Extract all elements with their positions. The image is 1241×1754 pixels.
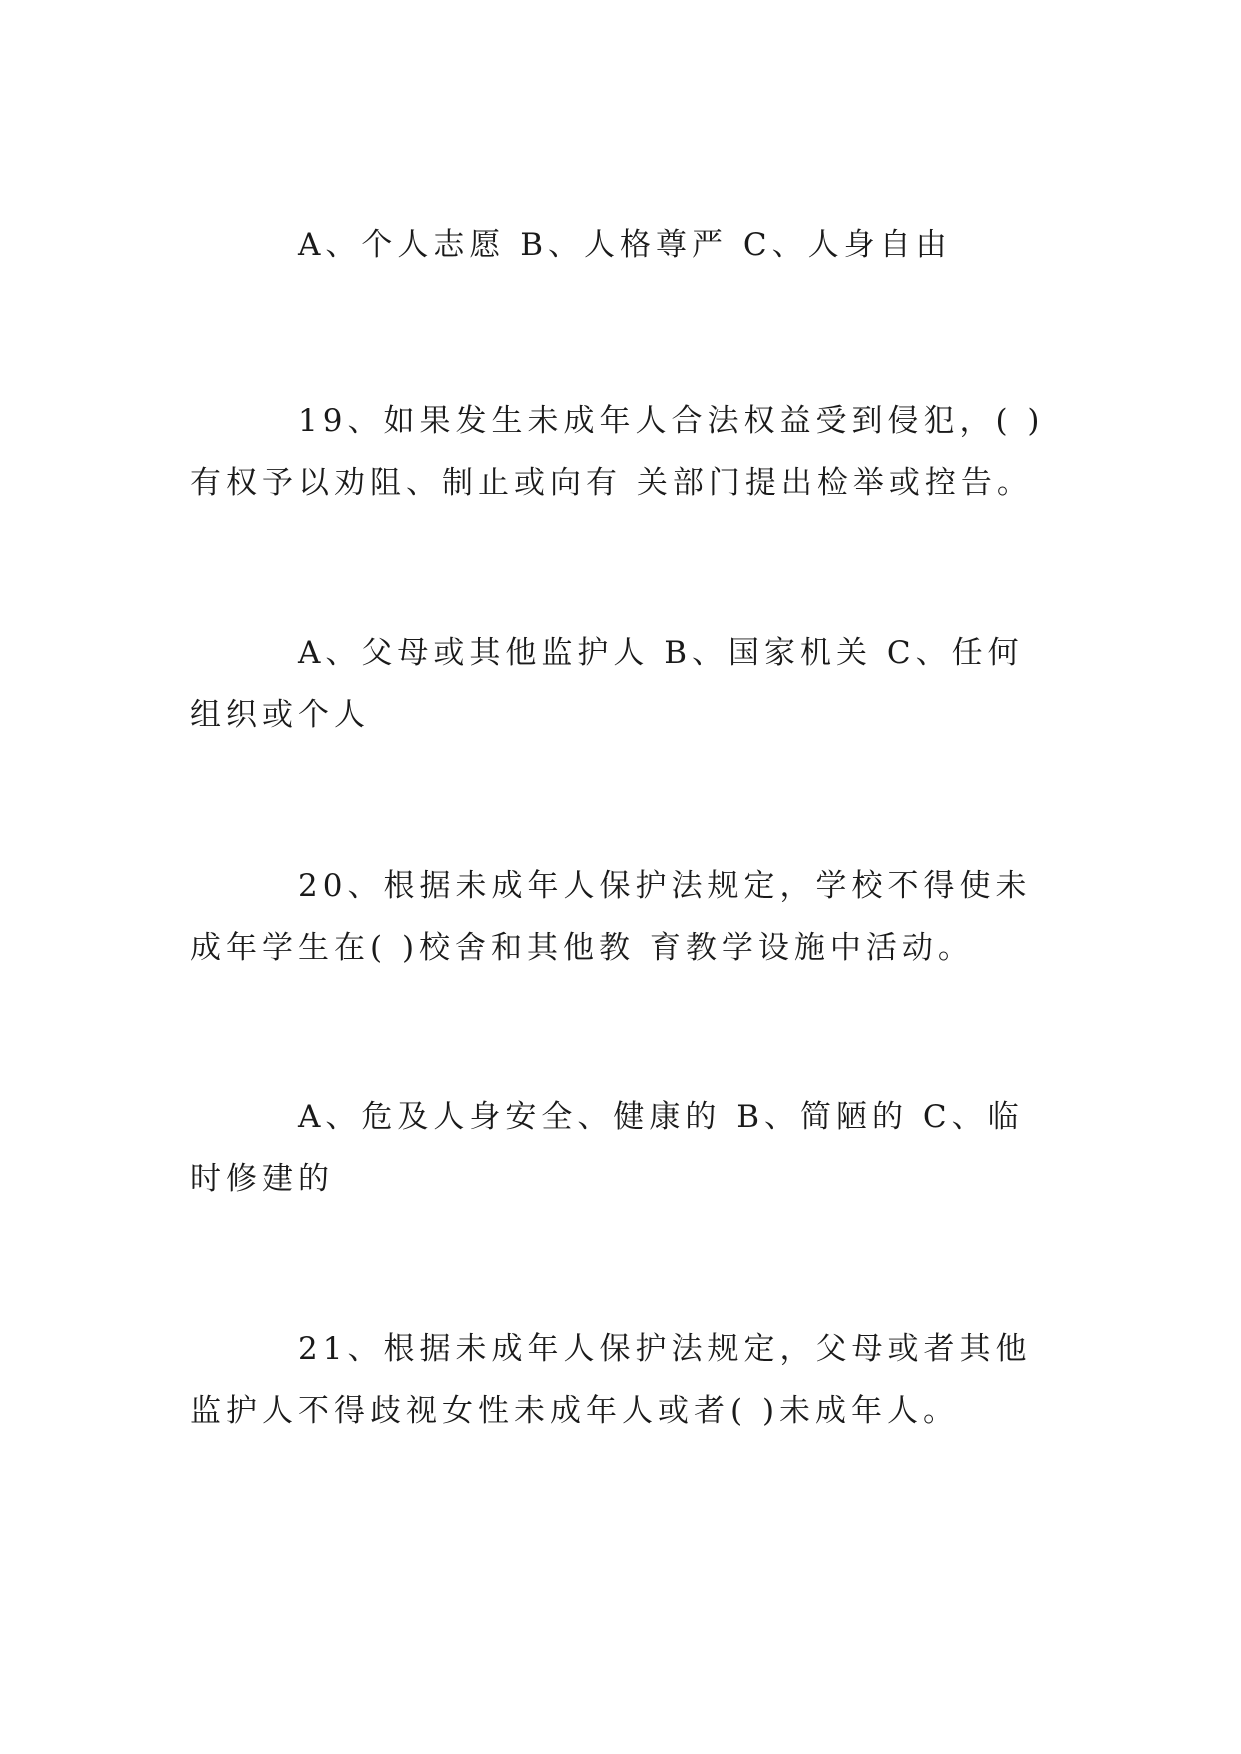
answer-options-18: A、个人志愿 B、人格尊严 C、人身自由 xyxy=(298,227,952,263)
question-19: 19、如果发生未成年人合法权益受到侵犯，( )有权予以劝阻、制止或向有 关部门提出检举或控告。 xyxy=(190,403,1045,501)
question-21: 21、根据未成年人保护法规定，父母或者其他监护人不得歧视女性未成年人或者( )未成年人。 xyxy=(190,1331,1032,1429)
question-20: 20、根据未成年人保护法规定，学校不得使未成年学生在( )校舍和其他教 育教学设施中活动。 xyxy=(190,868,1032,966)
answer-options-19: A、父母或其他监护人 B、国家机关 C、任何组织或个人 xyxy=(190,635,1024,733)
answer-options-20: A、危及人身安全、健康的 B、简陋的 C、临时修建的 xyxy=(190,1099,1024,1197)
